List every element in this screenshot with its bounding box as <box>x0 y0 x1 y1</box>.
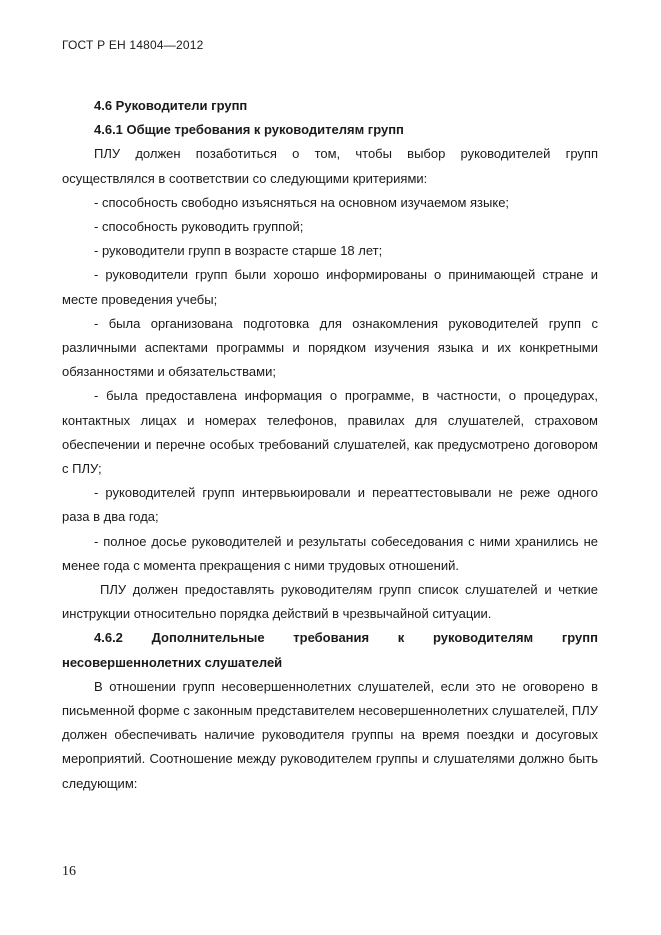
subsection-heading-4-6-1: 4.6.1 Общие требования к руководителям групп <box>94 122 404 138</box>
closing-paragraph: ПЛУ должен предоставлять руководителям групп список слушателей и четкие инструкции относительно порядка действий в чрезвычайной ситуации. <box>62 582 598 622</box>
document-body <box>62 94 598 796</box>
criteria-item: - была организована подготовка для ознакомления руководителей групп с различными аспектами программы и порядком изучения языка и их конкретными обязанностями и обязательствами; <box>62 315 598 380</box>
minors-paragraph: В отношении групп несовершеннолетних слушателей, если это не оговорено в письменной форме с законным представителем несовершеннолетних слушателей, ПЛУ должен обеспечивать наличие руководителя группы на время поездки и досуговых мероприятий. Соотношение между руководителем группы и слушателями должно быть следующим: <box>62 678 598 791</box>
subsection-heading-4-6-2-cont: несовершеннолетних слушателей <box>62 654 283 670</box>
criteria-item: - была предоставлена информация о программе, в частности, о процедурах, контактных лицах и номерах телефонов, правилах для слушателей, страховом обеспечении и перечне особых требований слушателей, как предусмотрено договором с ПЛУ; <box>62 388 598 477</box>
criteria-item: - полное досье руководителей и результаты собеседования с ними хранились не менее года с момента прекращения с ними трудовых отношений. <box>62 533 598 573</box>
subsection-heading-4-6-2: 4.6.2 Дополнительные требования к руководителям групп <box>94 630 598 646</box>
criteria-item: - руководителей групп интервьюировали и переаттестовывали не реже одного раза в два года; <box>62 485 598 525</box>
intro-paragraph: ПЛУ должен позаботиться о том, чтобы выбор руководителей групп осуществлялся в соответствии со следующими критериями: <box>62 146 598 186</box>
criteria-item: - способность свободно изъясняться на основном изучаемом языке; <box>94 194 510 210</box>
section-heading: 4.6 Руководители групп <box>94 98 248 113</box>
criteria-item: - руководители групп были хорошо информированы о принимающей стране и месте проведения учебы; <box>62 267 598 307</box>
running-header: ГОСТ Р ЕН 14804—2012 <box>62 38 204 52</box>
page-number: 16 <box>62 864 76 879</box>
criteria-item: - руководители групп в возрасте старше 18 лет; <box>94 243 383 259</box>
criteria-item: - способность руководить группой; <box>94 219 304 235</box>
